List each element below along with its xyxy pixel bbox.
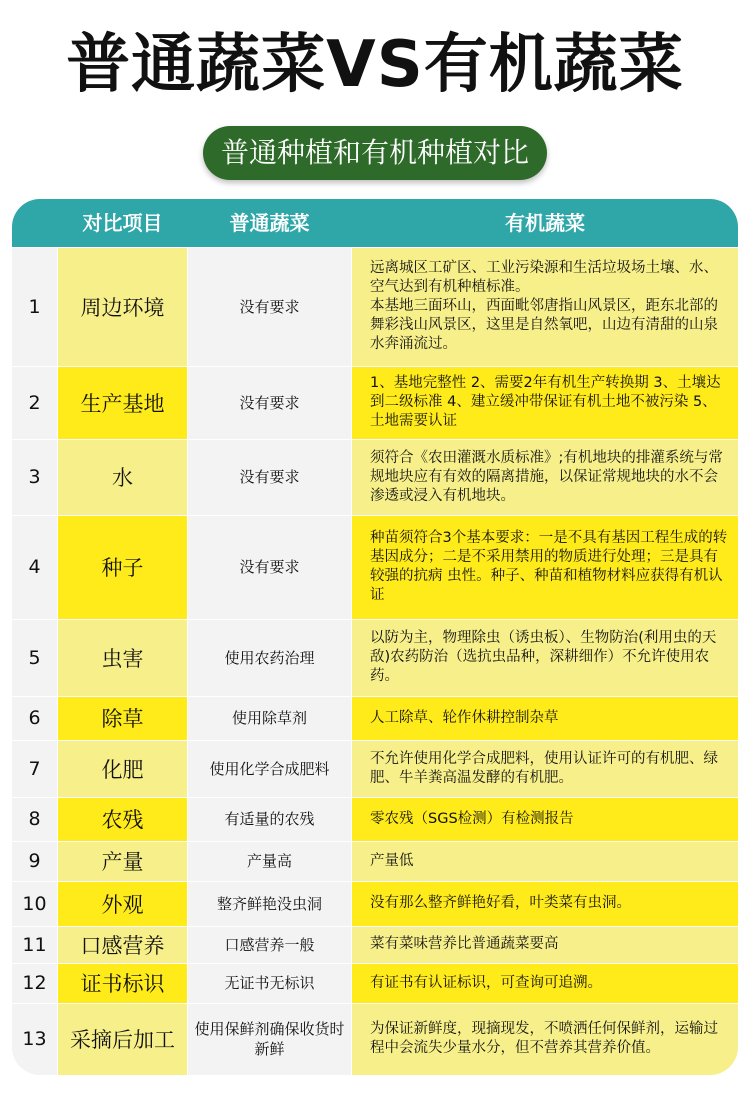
row-item: 外观: [58, 881, 187, 926]
table-row: [12, 881, 738, 926]
header-normal: 普通蔬菜: [229, 211, 310, 235]
row-normal-value: 整齐鲜艳没虫洞: [188, 881, 351, 926]
organic-paragraph: 有证书有认证标识，可查询可追溯。: [370, 974, 602, 991]
row-normal-value: 没有要求: [188, 366, 351, 439]
row-number: 1: [12, 247, 57, 366]
row-number: 13: [12, 1003, 57, 1075]
row-normal-value: 有适量的农残: [188, 797, 351, 841]
row-item: 除草: [58, 696, 187, 740]
table-row: [12, 439, 738, 515]
row-item: 周边环境: [58, 247, 187, 366]
table-row: [12, 740, 738, 797]
row-number: 10: [12, 881, 57, 926]
comparison-table: [12, 199, 738, 1075]
table-row: [12, 1003, 738, 1075]
row-organic-value: [352, 797, 738, 841]
row-normal-value: 无证书无标识: [188, 963, 351, 1003]
header-item: 对比项目: [82, 211, 163, 235]
row-item: 采摘后加工: [58, 1003, 187, 1075]
row-organic-value: [352, 619, 738, 696]
row-normal-value: 产量高: [188, 841, 351, 881]
organic-paragraph: 为保证新鲜度，现摘现发，不喷洒任何保鲜剂，运输过程中会流失少量水分，但不营养其营养价值。: [370, 1021, 718, 1056]
row-organic-value: [352, 881, 738, 926]
table-header: [12, 199, 738, 247]
row-number: 5: [12, 619, 57, 696]
row-normal-value: 没有要求: [188, 247, 351, 366]
row-number: 8: [12, 797, 57, 841]
row-organic-value: [352, 247, 738, 366]
row-organic-value: [352, 515, 738, 619]
organic-paragraph: 以防为主，物理除虫（诱虫板）、生物防治(利用虫的天敌)农药防治（选抗虫品种，深耕细作）不允许使用农药。: [370, 630, 717, 684]
row-normal-value: 使用化学合成肥料: [188, 740, 351, 797]
row-item: 证书标识: [58, 963, 187, 1003]
row-normal-value: 使用保鲜剂确保收货时新鲜: [188, 1003, 351, 1075]
row-number: 9: [12, 841, 57, 881]
row-organic-value: [352, 841, 738, 881]
row-number: 12: [12, 963, 57, 1003]
row-item: 产量: [58, 841, 187, 881]
row-item: 虫害: [58, 619, 187, 696]
table-row: [12, 841, 738, 881]
table-row: [12, 926, 738, 963]
organic-paragraph: 没有那么整齐鲜艳好看，叶类菜有虫洞。: [370, 895, 631, 911]
table-row: [12, 619, 738, 696]
subtitle-badge: 普通种植和有机种植对比: [203, 126, 547, 180]
row-organic-value: [352, 926, 738, 963]
row-number: 3: [12, 439, 57, 515]
table-row: [12, 366, 738, 439]
row-number: 7: [12, 740, 57, 797]
organic-paragraph: 产量低: [370, 852, 414, 869]
organic-paragraph: 须符合《农田灌溉水质标准》;有机地块的排灌系统与常规地块应有有效的隔离措施，以保证常规地块的水不会渗透或浸入有机地块。: [370, 449, 723, 504]
row-organic-value: [352, 740, 738, 797]
table-row: [12, 247, 738, 366]
organic-paragraph: 远离城区工矿区、工业污染源和生活垃圾场土壤、水、空气达到有机种植标准。: [370, 260, 718, 295]
organic-paragraph: 1、基地完整性 2、需要2年有机生产转换期 3、土壤达到二级标准 4、建立缓冲带保证有机土地不被污染 5、土地需要认证: [370, 375, 721, 429]
row-normal-value: 口感营养一般: [188, 926, 351, 963]
row-organic-value: [352, 1003, 738, 1075]
row-normal-value: 没有要求: [188, 439, 351, 515]
row-organic-value: [352, 439, 738, 515]
row-item: 农残: [58, 797, 187, 841]
row-item: 种子: [58, 515, 187, 619]
row-number: 2: [12, 366, 57, 439]
row-number: 6: [12, 696, 57, 740]
row-item: 生产基地: [58, 366, 187, 439]
table-row: [12, 797, 738, 841]
organic-paragraph: 零农残（SGS检测）有检测报告: [370, 810, 574, 827]
page-title: 普通蔬菜VS有机蔬菜: [66, 28, 684, 102]
row-normal-value: 使用除草剂: [188, 696, 351, 740]
row-item: 水: [58, 439, 187, 515]
table-row: [12, 696, 738, 740]
row-number: 4: [12, 515, 57, 619]
row-organic-value: [352, 366, 738, 439]
table-row: [12, 515, 738, 619]
table-row: [12, 963, 738, 1003]
row-organic-value: [352, 696, 738, 740]
row-item: 化肥: [58, 740, 187, 797]
row-item: 口感营养: [58, 926, 187, 963]
organic-paragraph: 人工除草、轮作休耕控制杂草: [370, 709, 559, 726]
organic-paragraph: 菜有菜味营养比普通蔬菜要高: [370, 936, 559, 952]
row-number: 11: [12, 926, 57, 963]
row-normal-value: 使用农药治理: [188, 619, 351, 696]
row-normal-value: 没有要求: [188, 515, 351, 619]
organic-paragraph: 种苗须符合3个基本要求：一是不具有基因工程生成的转基因成分；二是不采用禁用的物质进行处理；三是具有较强的抗病 虫性。种子、种苗和植物材料应获得有机认证: [370, 530, 728, 603]
organic-paragraph: 不允许使用化学合成肥料，使用认证许可的有机肥、绿肥、牛羊粪高温发酵的有机肥。: [370, 750, 718, 786]
header-organic: 有机蔬菜: [505, 211, 585, 235]
organic-paragraph: 本基地三面环山，西面毗邻唐指山风景区，距东北部的舞彩浅山风景区，这里是自然氧吧，山边有清甜的山泉水奔涌流过。: [370, 298, 718, 352]
row-organic-value: [352, 963, 738, 1003]
